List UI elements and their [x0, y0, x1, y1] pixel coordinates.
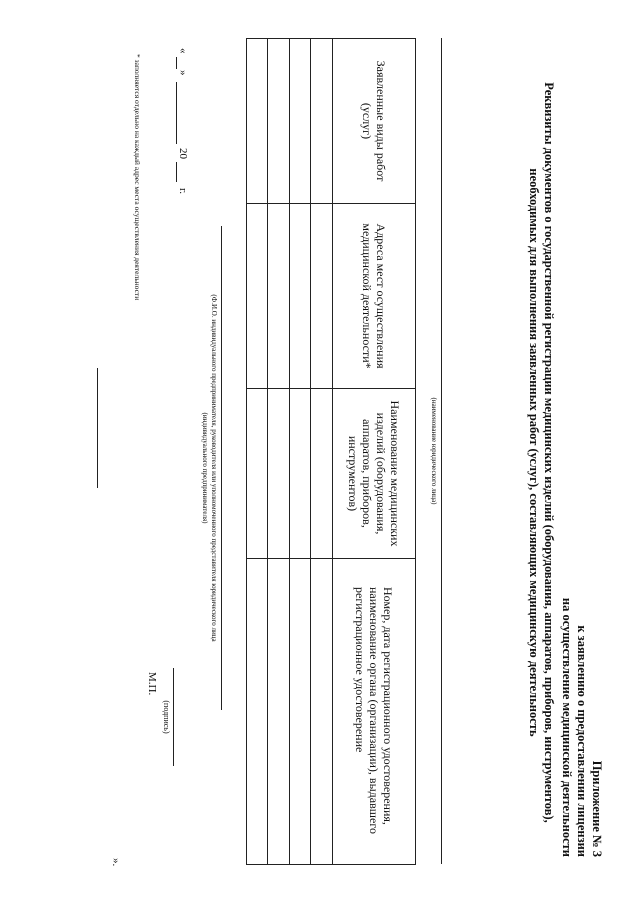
table-row — [268, 39, 290, 865]
signature-caption: (подпись) — [162, 700, 171, 734]
table-cell[interactable] — [290, 204, 312, 389]
date-year-suffix: г. — [177, 188, 189, 195]
date-month-line[interactable] — [176, 82, 177, 144]
table-cell[interactable] — [247, 559, 269, 865]
date-open-quote: « — [177, 48, 189, 54]
header-registration-details: Номер, дата регистрационного удостоверения, наименование органа (организации), выдавшего регистрационное удостоверение — [333, 559, 416, 865]
org-name-caption: (наименование юридического лица) — [430, 397, 438, 505]
table-cell[interactable] — [268, 559, 290, 865]
fio-caption-line-1: (Ф.И.О. индивидуального предпринимателя, руководителя или уполномоченного представителя юридического лица — [210, 294, 218, 642]
table-cell[interactable] — [247, 39, 269, 204]
fio-caption — [200, 226, 218, 710]
fio-line[interactable] — [221, 226, 222, 710]
title-line-2: необходимых для выполнения заявленных работ (услуг), составляющих медицинскую деятельность — [527, 168, 541, 737]
title-line-1: Реквизиты документов о государственной регистрации медицинских изделий (оборудования, аппаратов, приборов, инструментов), — [542, 82, 556, 823]
extra-line[interactable] — [97, 368, 98, 488]
date-year-line[interactable] — [176, 162, 177, 182]
appendix-line-2: к заявлению о предоставлении лицензии — [575, 625, 589, 857]
table-cell[interactable] — [290, 559, 312, 865]
fio-caption-line-2: (индивидуального предпринимателя) — [201, 412, 209, 524]
table-cell[interactable] — [268, 389, 290, 559]
table-cell[interactable] — [311, 39, 333, 204]
stamp-place-label: М.П. — [146, 672, 158, 696]
appendix-header — [559, 437, 604, 857]
table-cell[interactable] — [268, 39, 290, 204]
table-cell[interactable] — [311, 559, 333, 865]
footnote: * заполняется отдельно на каждый адрес места осуществления деятельности — [133, 54, 142, 301]
header-work-types: Заявленные виды работ (услуг) — [333, 39, 416, 204]
table-cell[interactable] — [247, 204, 269, 389]
date-day-line[interactable] — [176, 57, 177, 69]
table-header-row — [333, 39, 416, 865]
table-cell[interactable] — [311, 389, 333, 559]
header-device-names: Наименование медицинских изделий (оборудования, аппаратов, приборов, инструментов) — [333, 389, 416, 559]
appendix-number: Приложение № 3 — [590, 760, 604, 857]
registration-table — [246, 38, 416, 865]
table-row — [311, 39, 333, 865]
table-row — [247, 39, 269, 865]
date-close-quote: » — [177, 70, 189, 76]
date-year-prefix: 20 — [177, 148, 189, 159]
trailing-quote: ». — [110, 858, 122, 867]
table-cell[interactable] — [311, 204, 333, 389]
table-cell[interactable] — [247, 389, 269, 559]
signature-line[interactable] — [173, 668, 174, 766]
header-addresses: Адреса мест осуществления медицинской деятельности* — [333, 204, 416, 389]
table-row — [290, 39, 312, 865]
appendix-line-3: на осуществление медицинской деятельности — [560, 597, 574, 857]
org-name-line — [441, 38, 442, 864]
table-cell[interactable] — [268, 204, 290, 389]
table-cell[interactable] — [290, 39, 312, 204]
table-cell[interactable] — [290, 389, 312, 559]
document-title — [526, 40, 556, 865]
date-field — [173, 48, 189, 208]
